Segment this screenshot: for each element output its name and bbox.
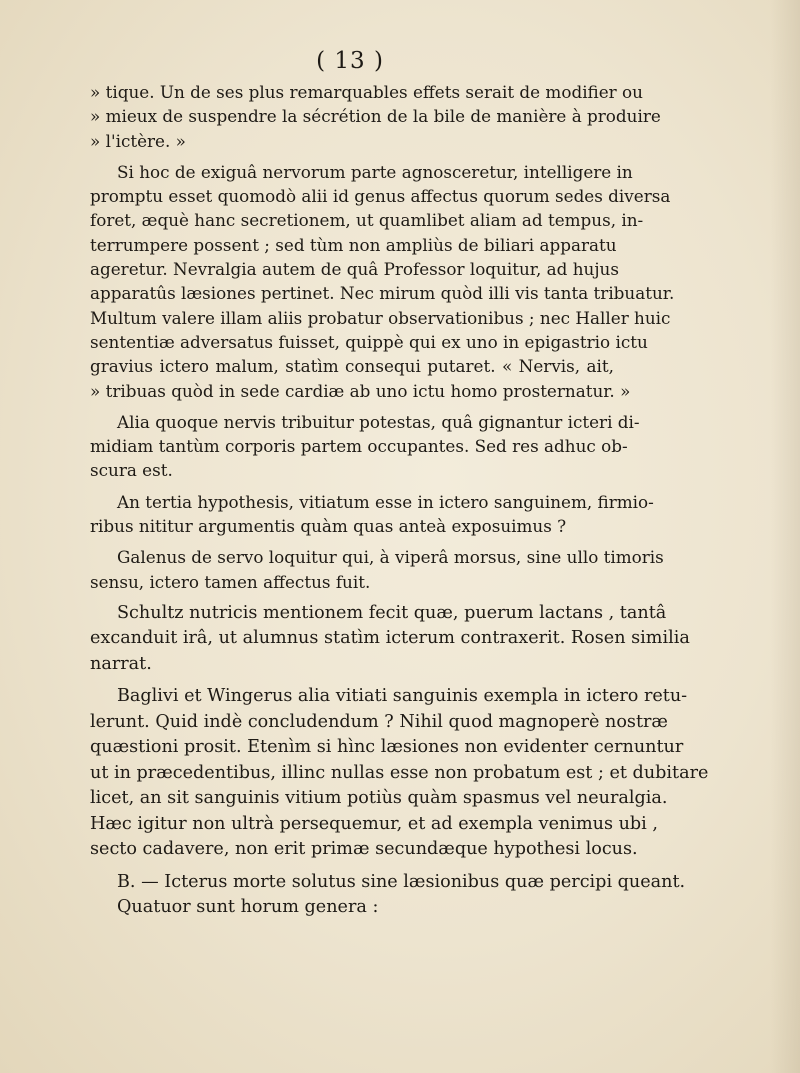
text-line: Hæc igitur non ultrà persequemur, et ad exempla venimus ubi , xyxy=(90,813,658,834)
text-line: sententiæ adversatus fuisset, quippè qui ex uno in epigastrio ictu xyxy=(90,331,648,352)
text-line: terrumpere possent ; sed tùm non ampliùs de biliari apparatu xyxy=(90,234,617,255)
text-line: Schultz nutricis mentionem fecit quæ, puerum lactans , tantâ xyxy=(117,602,667,623)
paragraph-tertia-hypothesis xyxy=(90,490,654,539)
text-line: licet, an sit sanguinis vitium potiùs quàm spasmus vel neuralgia. xyxy=(90,788,668,809)
text-line: ut in præcedentibus, illinc nullas esse non probatum est ; et dubitare xyxy=(90,762,709,783)
text-line: Si hoc de exiguâ nervorum parte agnosceretur, intelligere in xyxy=(117,161,633,182)
text-line: » tique. Un de ses plus remarquables effets serait de modifier ou xyxy=(90,82,643,102)
paragraph-section-b xyxy=(90,870,686,921)
text-line: excanduit irâ, ut alumnus statìm icterum contraxerit. Rosen similia xyxy=(90,628,690,649)
paragraph-nervorum xyxy=(90,160,675,403)
text-line: quæstioni prosit. Etenìm si hìnc læsiones non evidenter cernuntur xyxy=(90,737,684,758)
text-line: narrat. xyxy=(90,653,152,674)
paragraph-baglivi xyxy=(90,684,709,863)
text-line: promptu esset quomodò alii id genus affectus quorum sedes diversa xyxy=(90,186,671,207)
text-line: sensu, ictero tamen affectus fuit. xyxy=(90,571,371,592)
section-heading-line: B. — Icterus morte solutus sine læsionibus quæ percipi queant. xyxy=(117,871,686,892)
text-line: » tribuas quòd in sede cardiæ ab uno ictu homo prosternatur. » xyxy=(90,380,631,401)
text-line: lerunt. Quid indè concludendum ? Nihil quod magnoperè nostræ xyxy=(90,711,668,732)
text-line: midiam tantùm corporis partem occupantes. Sed res adhuc ob- xyxy=(90,436,628,457)
text-line: apparatûs læsiones pertinet. Nec mirum quòd illi vis tanta tribuatur. xyxy=(90,283,675,304)
text-line: An tertia hypothesis, vitiatum esse in ictero sanguinem, firmio- xyxy=(117,491,654,512)
body-text xyxy=(90,80,709,928)
text-line: scura est. xyxy=(90,460,173,481)
page-number: ( 13 ) xyxy=(316,48,384,74)
text-line: Multum valere illam aliis probatur observationibus ; nec Haller huic xyxy=(90,307,671,328)
text-line: secto cadavere, non erit primæ secundæque hypothesi locus. xyxy=(90,839,638,860)
text-line: Galenus de servo loquitur qui, à viperâ morsus, sine ullo timoris xyxy=(117,547,664,568)
text-line: gravius ictero malum, statìm consequi putaret. « Nervis, ait, xyxy=(90,356,614,377)
text-line: Quatuor sunt horum genera : xyxy=(117,897,379,918)
page-edge-shadow xyxy=(770,0,800,1073)
paragraph-galenus xyxy=(90,545,664,594)
paragraph-quote-continuation xyxy=(90,80,661,153)
text-line: » l'ictère. » xyxy=(90,130,186,151)
text-line: » mieux de suspendre la sécrétion de la bile de manière à produire xyxy=(90,106,661,127)
text-line: Baglivi et Wingerus alia vitiati sanguinis exempla in ictero retu- xyxy=(117,686,688,707)
text-line: foret, æquè hanc secretionem, ut quamlibet aliam ad tempus, in- xyxy=(90,210,644,231)
text-line: Alia quoque nervis tribuitur potestas, quâ gignantur icteri di- xyxy=(117,411,640,432)
text-line: ageretur. Nevralgia autem de quâ Professor loquitur, ad hujus xyxy=(90,259,619,280)
paragraph-schultz xyxy=(90,601,690,678)
text-line: ribus nititur argumentis quàm quas anteà exposuimus ? xyxy=(90,516,567,537)
paragraph-alia-quoque xyxy=(90,410,640,483)
